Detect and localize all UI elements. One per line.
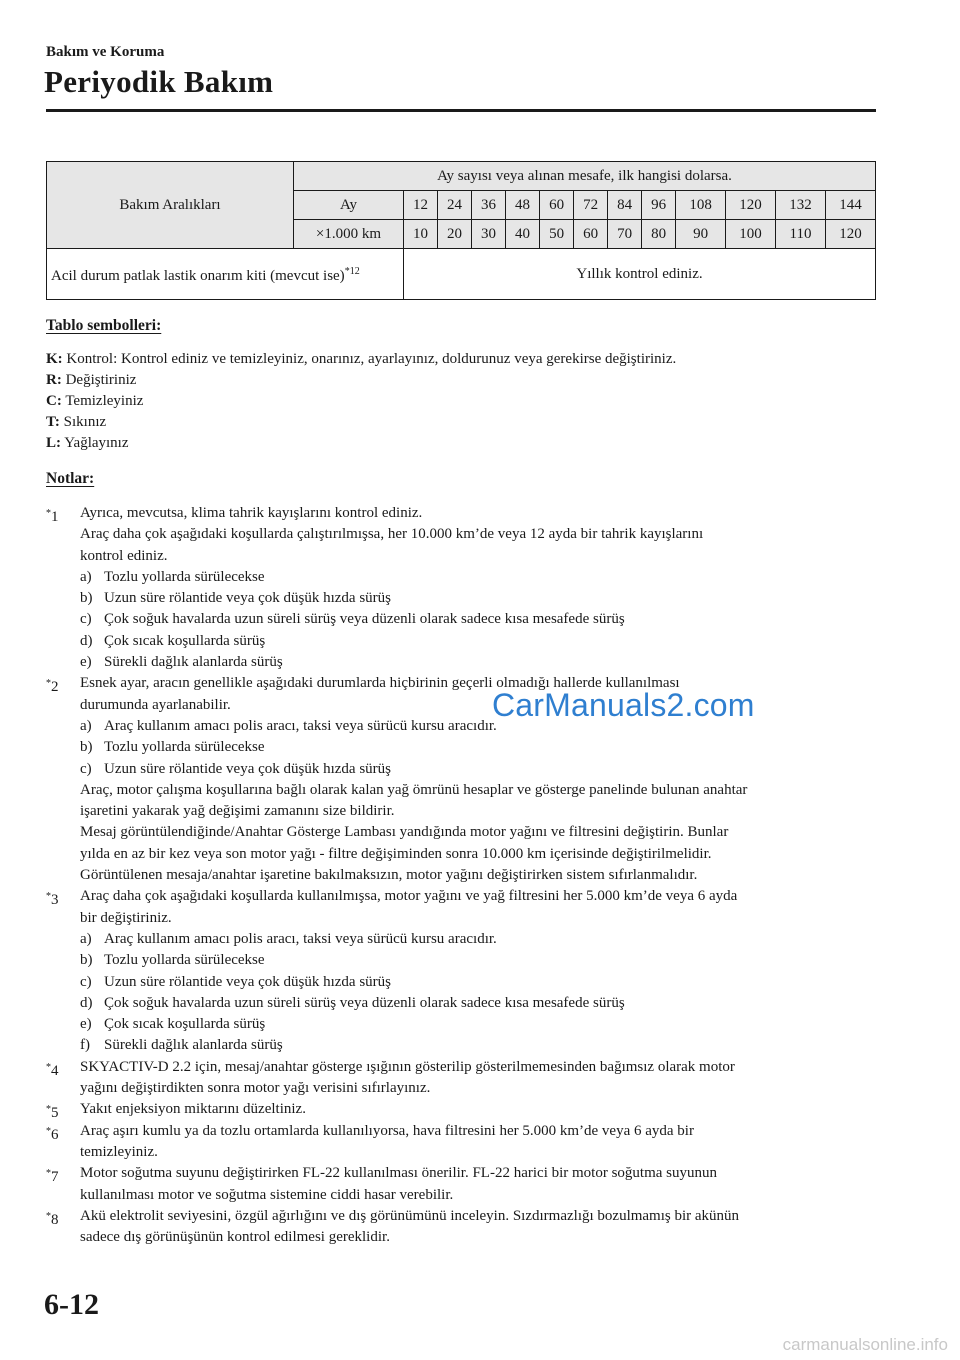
symbol-text: Temizleyiniz (65, 393, 144, 409)
km-cell: 120 (825, 220, 875, 249)
list-item: b) Uzun süre rölantide veya çok düşük hızda sürüş (80, 590, 392, 607)
note-line: bir değiştiriniz. (80, 909, 172, 926)
section-label: Bakım ve Koruma (46, 44, 165, 60)
symbol-text: Yağlayınız (64, 435, 129, 451)
symbol-key: K: (46, 351, 63, 367)
km-cell: 30 (472, 220, 506, 249)
page-title: Periyodik Bakım (44, 64, 274, 99)
watermark-link[interactable]: CarManuals2.com (492, 687, 755, 723)
symbols-list (46, 349, 676, 454)
note-number: *3 (46, 891, 59, 909)
col-header-intervals: Bakım Aralıkları (47, 162, 294, 249)
note-line: Esnek ayar, aracın genellikle aşağıdaki durumlarda hiçbirinin geçerli olmadığı hallerde kullanılması (80, 675, 680, 692)
symbol-key: T: (46, 414, 60, 430)
note-number: *1 (46, 508, 59, 525)
km-cell: 60 (574, 220, 608, 249)
note-line: Araç daha çok aşağıdaki koşullarda çalıştırılmışsa, her 10.000 km’de veya 12 ayda bir tahrik kayışlarını (80, 526, 704, 543)
symbol-key: R: (46, 372, 62, 388)
note-line: kullanılması motor ve soğutma sistemine ciddi hasar verebilir. (80, 1186, 454, 1203)
item-label: Acil durum patlak lastik onarım kiti (mevcut ise) (51, 268, 345, 284)
value-cell: Yıllık kontrol ediniz. (404, 249, 876, 300)
km-cell: 50 (540, 220, 574, 249)
km-cell: 40 (506, 220, 540, 249)
note-line: Ayrıca, mevcutsa, klima tahrik kayışlarını kontrol ediniz. (80, 505, 423, 521)
note-5 (46, 1099, 878, 1120)
note-line: işaretini yakarak yağ değişimi zamanını size bildirir. (80, 803, 395, 820)
km-cell: 80 (642, 220, 676, 249)
note-line: Motor soğutma suyunu değiştirirken FL-22 kullanılması önerilir. FL-22 harici bir motor soğutma suyunun (80, 1165, 718, 1182)
note-line: Araç aşırı kumlu ya da tozlu ortamlarda kullanılıyorsa, hava filtresini her 5.000 km’de veya 6 ayda bir (80, 1122, 694, 1139)
note-line: yılda en az bir kez veya son motor yağı - filtre değişiminden sonra 10.000 km içerisinde değiştirilmelidir. (80, 845, 712, 862)
list-item (46, 412, 676, 433)
month-cell: 132 (776, 191, 826, 220)
list-item: e) Sürekli dağlık alanlarda sürüş (80, 654, 283, 671)
list-item: f) Sürekli dağlık alanlarda sürüş (80, 1037, 283, 1054)
km-cell: 100 (726, 220, 776, 249)
symbol-text: Kontrol: Kontrol ediniz ve temizleyiniz, onarınız, ayarlayınız, doldurunuz veya gerekirse değiştiriniz. (66, 351, 677, 367)
table-row (47, 249, 876, 300)
note-number: *4 (46, 1061, 59, 1079)
footer-watermark[interactable]: carmanualsonline.info (782, 1335, 948, 1354)
list-item: a) Araç kullanım amacı polis aracı, taksi veya sürücü kursu aracıdır. (80, 930, 497, 947)
notes-heading: Notlar: (46, 470, 95, 487)
span-header: Ay sayısı veya alınan mesafe, ilk hangisi dolarsa. (294, 162, 876, 191)
note-line: Araç, motor çalışma koşullarına bağlı olarak kalan yağ ömrünü hesaplar ve gösterge panelinde bulunan anahtar (80, 781, 748, 798)
months-label: Ay (294, 191, 404, 220)
page-number: 6-12 (44, 1288, 99, 1321)
note-number: *6 (46, 1125, 59, 1143)
km-cell: 70 (608, 220, 642, 249)
note-1 (46, 503, 878, 673)
note-line: temizleyiniz. (80, 1143, 158, 1160)
note-line: Yakıt enjeksiyon miktarını düzeltiniz. (80, 1101, 306, 1118)
month-cell: 84 (608, 191, 642, 220)
month-cell: 60 (540, 191, 574, 220)
list-item: d) Çok sıcak koşullarda sürüş (80, 632, 266, 649)
note-line: Mesaj görüntülendiğinde/Anahtar Gösterge Lambası yandığında motor yağını ve filtresini değiştirin. Bunlar (80, 824, 729, 841)
note-line: SKYACTIV-D 2.2 için, mesaj/anahtar gösterge ışığının gösterilip gösterilmemesinden bağımsız olarak motor (80, 1058, 735, 1075)
month-cell: 48 (506, 191, 540, 220)
note-line: Araç daha çok aşağıdaki koşullarda kullanılmışsa, motor yağını ve yağ filtresini her 5.000 km’de veya 6 ayda (80, 888, 738, 905)
note-line: Görüntülenen mesaja/anahtar işaretine bakılmaksızın, motor yağını değiştirirken sistem sıfırlanmalıdır. (80, 867, 698, 884)
note-line: kontrol ediniz. (80, 547, 168, 564)
month-cell: 108 (676, 191, 726, 220)
symbols-heading: Tablo sembolleri: (46, 317, 162, 334)
km-label: ×1.000 km (294, 220, 404, 249)
note-number: *8 (46, 1210, 59, 1228)
list-item: b) Tozlu yollarda sürülecekse (80, 952, 265, 969)
symbol-text: Sıkınız (63, 414, 107, 430)
note-7 (46, 1163, 878, 1206)
list-item (46, 370, 676, 391)
note-number: *5 (46, 1104, 59, 1122)
km-cell: 20 (438, 220, 472, 249)
note-line: durumunda ayarlanabilir. (80, 696, 231, 713)
notes-list (46, 503, 878, 1248)
list-item (46, 391, 676, 412)
km-cell: 110 (776, 220, 826, 249)
note-line: sadece dış görünüşünün kontrol edilmesi gereklidir. (80, 1229, 390, 1246)
title-divider (46, 109, 876, 112)
item-cell (47, 249, 404, 300)
list-item (46, 433, 676, 454)
list-item: c) Çok soğuk havalarda uzun süreli sürüş veya düzenli olarak sadece kısa mesafede sürüş (80, 611, 625, 628)
list-item: c) Uzun süre rölantide veya çok düşük hızda sürüş (80, 760, 392, 777)
month-cell: 36 (472, 191, 506, 220)
month-cell: 144 (825, 191, 875, 220)
note-number: *7 (46, 1168, 59, 1186)
km-cell: 90 (676, 220, 726, 249)
list-item (46, 349, 676, 370)
list-item: a) Araç kullanım amacı polis aracı, taksi veya sürücü kursu aracıdır. (80, 717, 497, 734)
item-footnote-ref: *12 (344, 266, 360, 277)
list-item: e) Çok sıcak koşullarda sürüş (80, 1016, 266, 1033)
list-item: d) Çok soğuk havalarda uzun süreli sürüş veya düzenli olarak sadece kısa mesafede sürüş (80, 994, 625, 1011)
note-6 (46, 1121, 878, 1164)
km-cell: 10 (404, 220, 438, 249)
month-cell: 24 (438, 191, 472, 220)
month-cell: 120 (726, 191, 776, 220)
month-cell: 96 (642, 191, 676, 220)
note-3 (46, 886, 878, 1056)
month-cell: 12 (404, 191, 438, 220)
note-4 (46, 1057, 878, 1100)
symbol-key: L: (46, 435, 61, 451)
symbol-key: C: (46, 393, 62, 409)
list-item: c) Uzun süre rölantide veya çok düşük hızda sürüş (80, 973, 392, 990)
symbol-text: Değiştiriniz (65, 372, 137, 388)
note-line: Akü elektrolit seviyesini, özgül ağırlığını ve dış görünümünü inceleyin. Sızdırmazlığı bozulmamış bir akünün (80, 1207, 740, 1224)
list-item: a) Tozlu yollarda sürülecekse (80, 568, 265, 585)
list-item: b) Tozlu yollarda sürülecekse (80, 739, 265, 756)
note-number: *2 (46, 678, 59, 696)
maintenance-table (46, 161, 876, 300)
month-cell: 72 (574, 191, 608, 220)
note-line: yağını değiştirdikten sonra motor yağı verisini sıfırlayınız. (80, 1080, 431, 1097)
note-8 (46, 1206, 878, 1249)
